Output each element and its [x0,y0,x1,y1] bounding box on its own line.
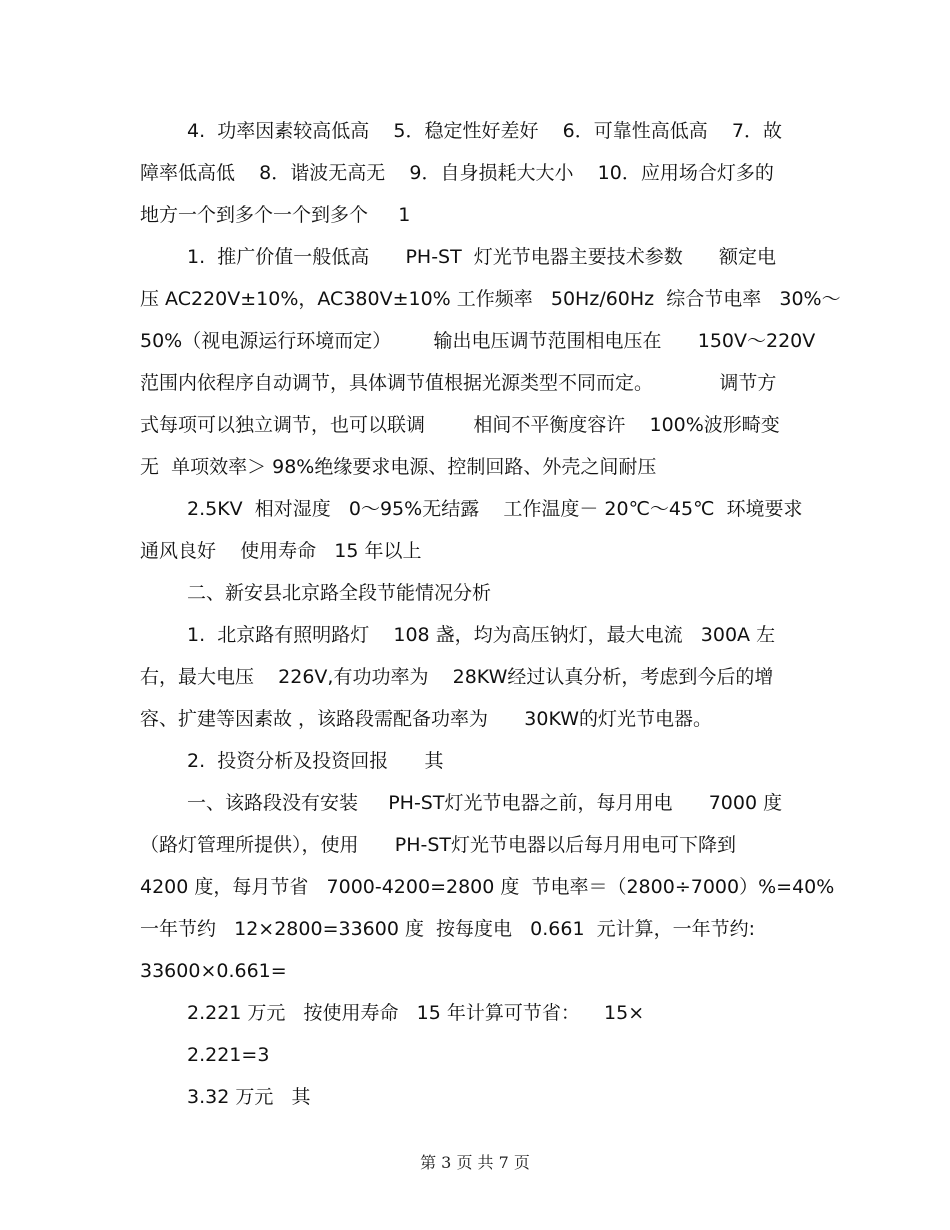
text-line: 50%（视电源运行环境而定） 输出电压调节范围相电压在 150V～220V [140,330,816,352]
text-line: 2.221 万元 按使用寿命 15 年计算可节省： 15× [187,1002,645,1024]
text-line: 4. 功率因素较高低高 5．稳定性好差好 6．可靠性高低高 7．故 [187,120,782,142]
text-line: 1. 北京路有照明路灯 108 盏，均为高压钠灯，最大电流 300A 左 [187,624,776,646]
section-heading: 二、新安县北京路全段节能情况分析 [187,582,492,604]
text-line: 式每项可以独立调节，也可以联调 相间不平衡度容许 100%波形畸变 [140,414,780,436]
text-line: 地方一个到多个一个到多个 1 [140,204,411,226]
text-line: 2. 投资分析及投资回报 其 [187,750,444,772]
text-line: 2.5KV 相对湿度 0～95%无结露 工作温度－ 20℃～45℃ 环境要求 [187,498,803,520]
document-body [140,110,841,1118]
text-line: 右，最大电压 226V,有功功率为 28KW经过认真分析，考虑到今后的增 [140,666,774,688]
page-number-footer: 第 3 页 共 7 页 [420,1153,530,1172]
text-line: 4200 度，每月节省 7000-4200=2800 度 节电率＝（2800÷7000）%=40% [140,876,835,898]
text-line: 无 单项效率＞ 98%绝缘要求电源、控制回路、外壳之间耐压 [140,456,657,478]
text-line: 33600×0.661= [140,960,287,982]
text-line: 通风良好 使用寿命 15 年以上 [140,540,422,562]
text-line: 3.32 万元 其 [187,1086,311,1108]
text-line: 一年节约 12×2800=33600 度 按每度电 0.661 元计算，一年节约: [140,918,756,940]
text-line: 1. 推广价值一般低高 PH-ST 灯光节电器主要技术参数 额定电 [187,246,777,268]
text-line: 障率低高低 8．谐波无高无 9．自身损耗大大小 10．应用场合灯多的 [140,162,774,184]
text-line: 容、扩建等因素故 ，该路段需配备功率为 30KW的灯光节电器。 [140,708,713,730]
text-line: 2.221=3 [187,1044,270,1066]
text-line: 压 AC220V±10%，AC380V±10% 工作频率 50Hz/60Hz 综合节电率 30%～ [140,288,841,310]
text-line: 一、该路段没有安装 PH-ST灯光节电器之前，每月用电 7000 度 [187,792,783,814]
text-line: 范围内依程序自动调节，具体调节值根据光源类型不同而定。 调节方 [140,372,777,394]
text-line: （路灯管理所提供），使用 PH-ST灯光节电器以后每月用电可下降到 [140,834,737,856]
